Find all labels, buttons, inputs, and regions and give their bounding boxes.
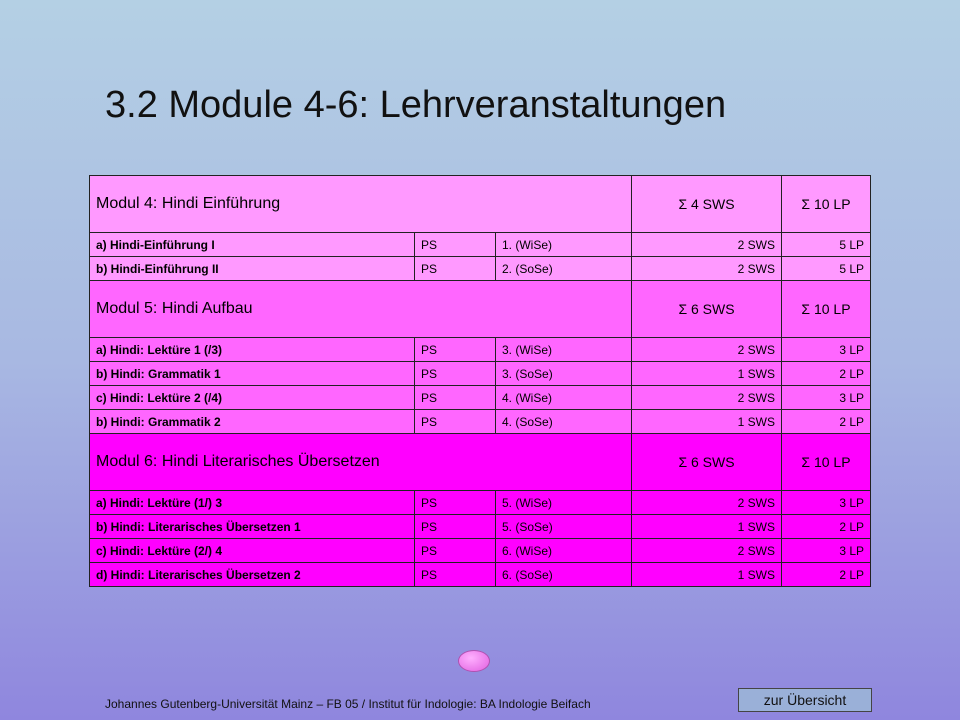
course-name: c) Hindi: Lektüre (2/) 4 <box>90 539 415 563</box>
course-row <box>90 515 871 539</box>
course-lp: 5 LP <box>782 257 871 281</box>
course-semester: 5. (SoSe) <box>496 515 632 539</box>
course-semester: 3. (SoSe) <box>496 362 632 386</box>
course-sws: 1 SWS <box>632 410 782 434</box>
course-lp: 3 LP <box>782 338 871 362</box>
course-name: b) Hindi: Literarisches Übersetzen 1 <box>90 515 415 539</box>
course-name: a) Hindi: Lektüre 1 (/3) <box>90 338 415 362</box>
course-type: PS <box>415 257 496 281</box>
course-lp: 2 LP <box>782 563 871 587</box>
modules-table-body <box>90 176 871 587</box>
course-sws: 1 SWS <box>632 563 782 587</box>
course-name: d) Hindi: Literarisches Übersetzen 2 <box>90 563 415 587</box>
footer-text: Johannes Gutenberg-Universität Mainz – FB 05 / Institut für Indologie: BA Indologie Beifach <box>105 697 591 711</box>
course-semester: 2. (SoSe) <box>496 257 632 281</box>
course-semester: 5. (WiSe) <box>496 491 632 515</box>
module-sws-total: Σ 4 SWS <box>632 176 782 233</box>
course-name: b) Hindi: Grammatik 2 <box>90 410 415 434</box>
course-type: PS <box>415 386 496 410</box>
course-row <box>90 491 871 515</box>
course-sws: 2 SWS <box>632 491 782 515</box>
course-lp: 3 LP <box>782 491 871 515</box>
course-type: PS <box>415 362 496 386</box>
course-lp: 2 LP <box>782 410 871 434</box>
course-sws: 1 SWS <box>632 362 782 386</box>
course-type: PS <box>415 515 496 539</box>
course-name: b) Hindi-Einführung II <box>90 257 415 281</box>
course-lp: 2 LP <box>782 515 871 539</box>
course-row <box>90 233 871 257</box>
course-name: a) Hindi-Einführung I <box>90 233 415 257</box>
course-semester: 3. (WiSe) <box>496 338 632 362</box>
course-semester: 4. (SoSe) <box>496 410 632 434</box>
module-title: Modul 4: Hindi Einführung <box>90 176 632 233</box>
module-lp-total: Σ 10 LP <box>782 176 871 233</box>
course-semester: 6. (SoSe) <box>496 563 632 587</box>
modules-table <box>89 175 871 587</box>
course-row <box>90 539 871 563</box>
course-name: a) Hindi: Lektüre (1/) 3 <box>90 491 415 515</box>
module-header-row <box>90 281 871 338</box>
course-type: PS <box>415 563 496 587</box>
course-sws: 2 SWS <box>632 386 782 410</box>
nav-dot-button[interactable] <box>458 650 490 672</box>
overview-button[interactable]: zur Übersicht <box>738 688 872 712</box>
course-name: c) Hindi: Lektüre 2 (/4) <box>90 386 415 410</box>
module-sws-total: Σ 6 SWS <box>632 434 782 491</box>
course-row <box>90 257 871 281</box>
course-name: b) Hindi: Grammatik 1 <box>90 362 415 386</box>
course-sws: 2 SWS <box>632 233 782 257</box>
course-semester: 6. (WiSe) <box>496 539 632 563</box>
module-sws-total: Σ 6 SWS <box>632 281 782 338</box>
course-lp: 3 LP <box>782 539 871 563</box>
course-sws: 2 SWS <box>632 338 782 362</box>
course-type: PS <box>415 338 496 362</box>
module-title: Modul 5: Hindi Aufbau <box>90 281 632 338</box>
course-type: PS <box>415 233 496 257</box>
course-semester: 4. (WiSe) <box>496 386 632 410</box>
module-header-row <box>90 176 871 233</box>
course-lp: 2 LP <box>782 362 871 386</box>
course-type: PS <box>415 410 496 434</box>
course-sws: 1 SWS <box>632 515 782 539</box>
course-semester: 1. (WiSe) <box>496 233 632 257</box>
course-type: PS <box>415 539 496 563</box>
course-row <box>90 338 871 362</box>
course-row <box>90 386 871 410</box>
course-type: PS <box>415 491 496 515</box>
course-sws: 2 SWS <box>632 257 782 281</box>
module-title: Modul 6: Hindi Literarisches Übersetzen <box>90 434 632 491</box>
course-sws: 2 SWS <box>632 539 782 563</box>
module-lp-total: Σ 10 LP <box>782 434 871 491</box>
course-row <box>90 410 871 434</box>
course-lp: 5 LP <box>782 233 871 257</box>
module-header-row <box>90 434 871 491</box>
course-row <box>90 563 871 587</box>
page-title: 3.2 Module 4-6: Lehrveranstaltungen <box>105 84 727 126</box>
course-row <box>90 362 871 386</box>
course-lp: 3 LP <box>782 386 871 410</box>
module-lp-total: Σ 10 LP <box>782 281 871 338</box>
